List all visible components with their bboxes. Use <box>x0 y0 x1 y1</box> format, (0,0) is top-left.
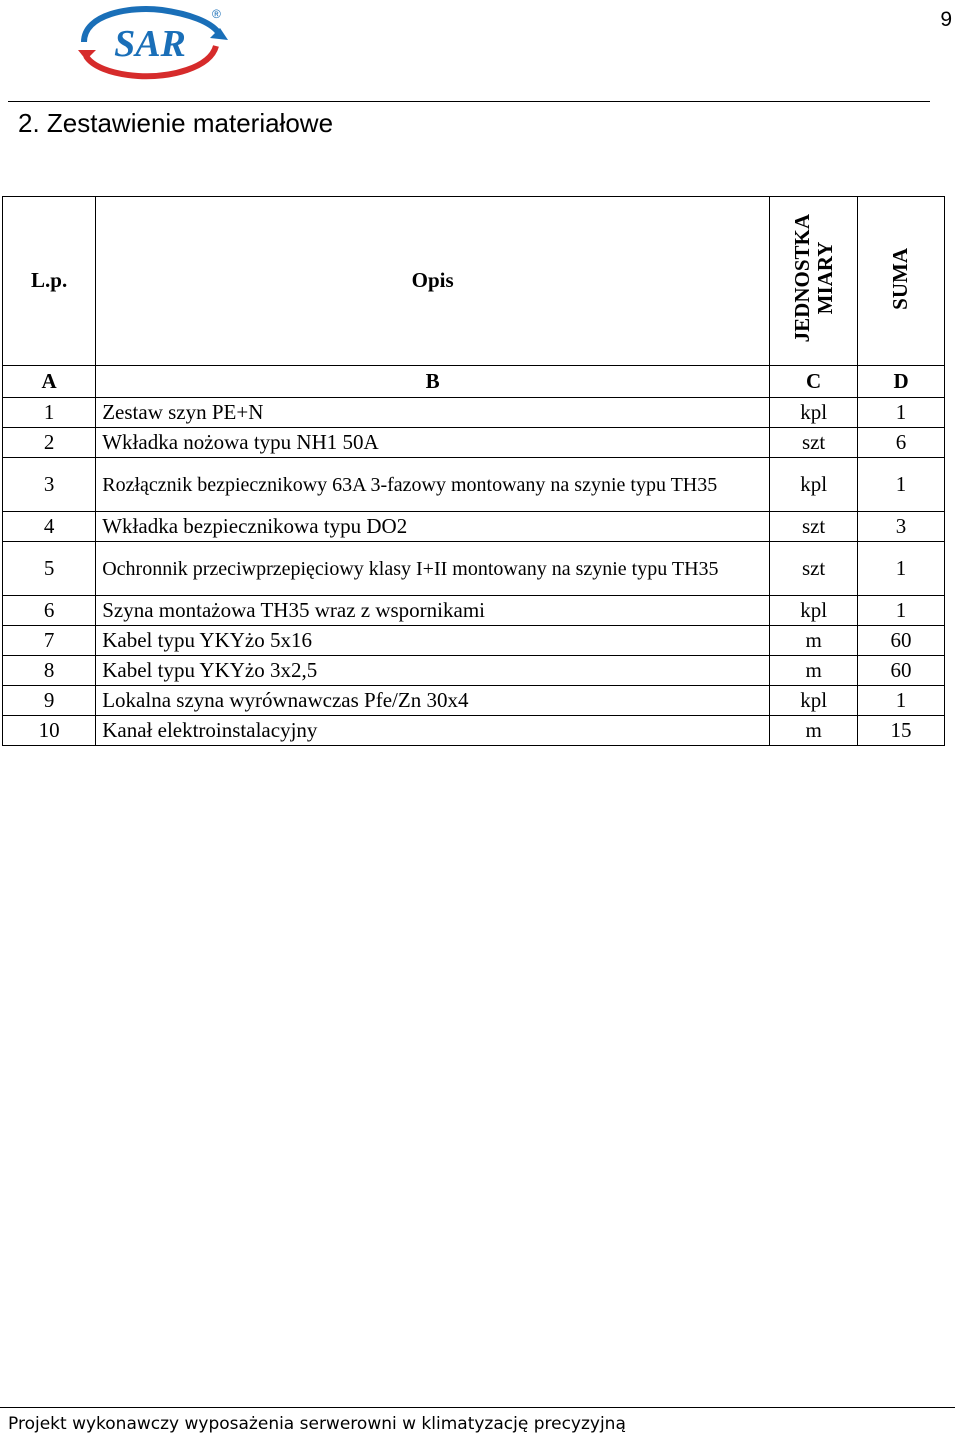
footer-divider <box>0 1407 955 1408</box>
row-description: Rozłącznik bezpiecznikowy 63A 3-fazowy montowany na szynie typu TH35 <box>96 458 770 512</box>
row-number: 7 <box>3 626 96 656</box>
row-number: 3 <box>3 458 96 512</box>
row-quantity: 3 <box>858 512 945 542</box>
row-unit: kpl <box>770 596 858 626</box>
row-unit: m <box>770 716 858 746</box>
row-number: 5 <box>3 542 96 596</box>
table-row <box>3 596 945 626</box>
row-number: 1 <box>3 398 96 428</box>
table-row <box>3 626 945 656</box>
row-quantity: 1 <box>858 686 945 716</box>
company-logo <box>70 2 230 82</box>
header-lp: L.p. <box>3 197 96 366</box>
table-row <box>3 512 945 542</box>
row-quantity: 15 <box>858 716 945 746</box>
row-unit: kpl <box>770 398 858 428</box>
row-quantity: 6 <box>858 428 945 458</box>
letter-a: A <box>3 366 96 398</box>
letter-b: B <box>96 366 770 398</box>
row-description: Kabel typu YKYżo 5x16 <box>96 626 770 656</box>
letter-d: D <box>858 366 945 398</box>
header-row <box>3 197 945 366</box>
row-number: 10 <box>3 716 96 746</box>
row-description: Kabel typu YKYżo 3x2,5 <box>96 656 770 686</box>
table-row <box>3 716 945 746</box>
row-unit: m <box>770 656 858 686</box>
letter-c: C <box>770 366 858 398</box>
table-row <box>3 458 945 512</box>
row-quantity: 1 <box>858 458 945 512</box>
row-description: Kanał elektroinstalacyjny <box>96 716 770 746</box>
row-quantity: 60 <box>858 656 945 686</box>
materials-table <box>2 196 945 746</box>
table-row <box>3 686 945 716</box>
row-number: 8 <box>3 656 96 686</box>
footer-text: Projekt wykonawczy wyposażenia serwerowni w klimatyzację precyzyjną <box>8 1414 626 1434</box>
row-quantity: 1 <box>858 398 945 428</box>
row-quantity: 1 <box>858 596 945 626</box>
row-unit: szt <box>770 428 858 458</box>
row-number: 6 <box>3 596 96 626</box>
row-unit: m <box>770 626 858 656</box>
table-row <box>3 656 945 686</box>
header-opis: Opis <box>96 197 770 366</box>
row-description: Wkładka nożowa typu NH1 50A <box>96 428 770 458</box>
header-divider <box>8 101 930 102</box>
row-unit: kpl <box>770 458 858 512</box>
row-description: Lokalna szyna wyrównawczas Pfe/Zn 30x4 <box>96 686 770 716</box>
row-quantity: 1 <box>858 542 945 596</box>
table-row <box>3 428 945 458</box>
section-title: 2. Zestawienie materiałowe <box>18 108 334 138</box>
row-description: Zestaw szyn PE+N <box>96 398 770 428</box>
logo-text: SAR <box>114 23 186 65</box>
row-number: 4 <box>3 512 96 542</box>
row-quantity: 60 <box>858 626 945 656</box>
registered-mark: ® <box>212 7 221 21</box>
row-unit: szt <box>770 512 858 542</box>
row-description: Ochronnik przeciwprzepięciowy klasy I+II montowany na szynie typu TH35 <box>96 542 770 596</box>
column-letters-row <box>3 366 945 398</box>
row-description: Szyna montażowa TH35 wraz z wspornikami <box>96 596 770 626</box>
row-unit: szt <box>770 542 858 596</box>
row-description: Wkładka bezpiecznikowa typu DO2 <box>96 512 770 542</box>
row-number: 2 <box>3 428 96 458</box>
page-number: 9 <box>940 8 952 31</box>
row-unit: kpl <box>770 686 858 716</box>
table-row <box>3 398 945 428</box>
row-number: 9 <box>3 686 96 716</box>
header-sum: SUMA <box>858 197 945 366</box>
header-unit: JEDNOSTKA MIARY <box>770 197 858 366</box>
table-row <box>3 542 945 596</box>
